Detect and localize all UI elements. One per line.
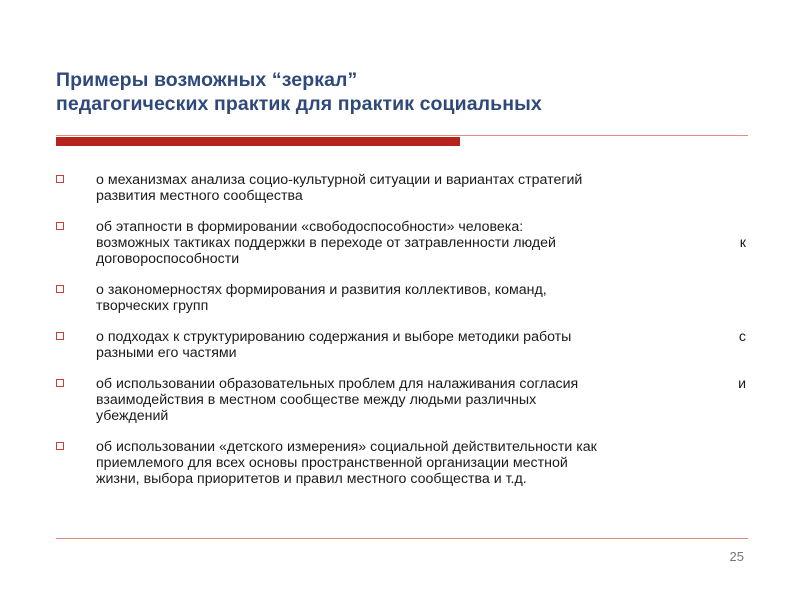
bullet-text-line-justified [96, 376, 746, 392]
bullet-text-segment: возможных тактиках поддержки в переходе от затравленности людей [96, 235, 556, 251]
bullet-text-line: жизни, выбора приоритетов и правил местного сообщества и т.д. [96, 471, 527, 487]
title-line-1: Примеры возможных “зеркал” [56, 69, 358, 91]
square-bullet-icon [56, 175, 64, 183]
bullet-text-line: об использовании «детского измерения» социальной действительности как [96, 439, 597, 455]
bullet-text-line: разными его частями [96, 345, 237, 361]
bullet-text-line: о закономерностях формирования и развития коллективов, команд, [96, 282, 547, 298]
bullet-text-segment: с [738, 329, 746, 345]
bullet-text-line: договороспособности [96, 251, 240, 267]
title-divider-thin [56, 135, 748, 136]
bullet-text-segment: к [739, 235, 746, 251]
bullet-text-segment: о подходах к структурированию содержания и выборе методики работы [96, 329, 572, 345]
page-number: 25 [729, 549, 744, 564]
bullet-item [56, 376, 746, 424]
slide-title [56, 68, 756, 116]
bullet-list [56, 172, 746, 487]
bullet-text-line: творческих групп [96, 298, 209, 314]
square-bullet-icon [56, 379, 64, 387]
bullet-text-line: приемлемого для всех основы пространственной организации местной [96, 455, 568, 471]
bullet-text-line: взаимодействия в местном сообществе между людьми различных [96, 392, 537, 408]
square-bullet-icon [56, 285, 64, 293]
square-bullet-icon [56, 442, 64, 450]
title-line-2: педагогических практик для практик социальных [56, 93, 542, 115]
bullet-text-line-justified [96, 235, 746, 251]
title-accent-bar [56, 137, 460, 146]
bullet-item [56, 282, 746, 314]
bullet-item [56, 329, 746, 361]
square-bullet-icon [56, 222, 64, 230]
square-bullet-icon [56, 332, 64, 340]
bullet-text-segment: и [738, 376, 746, 392]
bullet-text-segment: об использовании образовательных проблем для налаживания согласия [96, 376, 579, 392]
bullet-text-line: убеждений [96, 408, 169, 424]
bullet-item [56, 439, 746, 487]
bullet-item [56, 172, 746, 204]
bullet-text-line: о механизмах анализа социо-культурной ситуации и вариантах стратегий [96, 172, 583, 188]
bullet-text-line: развития местного сообщества [96, 188, 303, 204]
footer-divider [56, 538, 748, 539]
bullet-text-line: об этапности в формировании «свободоспособности» человека: [96, 219, 524, 235]
bullet-item [56, 219, 746, 267]
bullet-text-line-justified [96, 329, 746, 345]
